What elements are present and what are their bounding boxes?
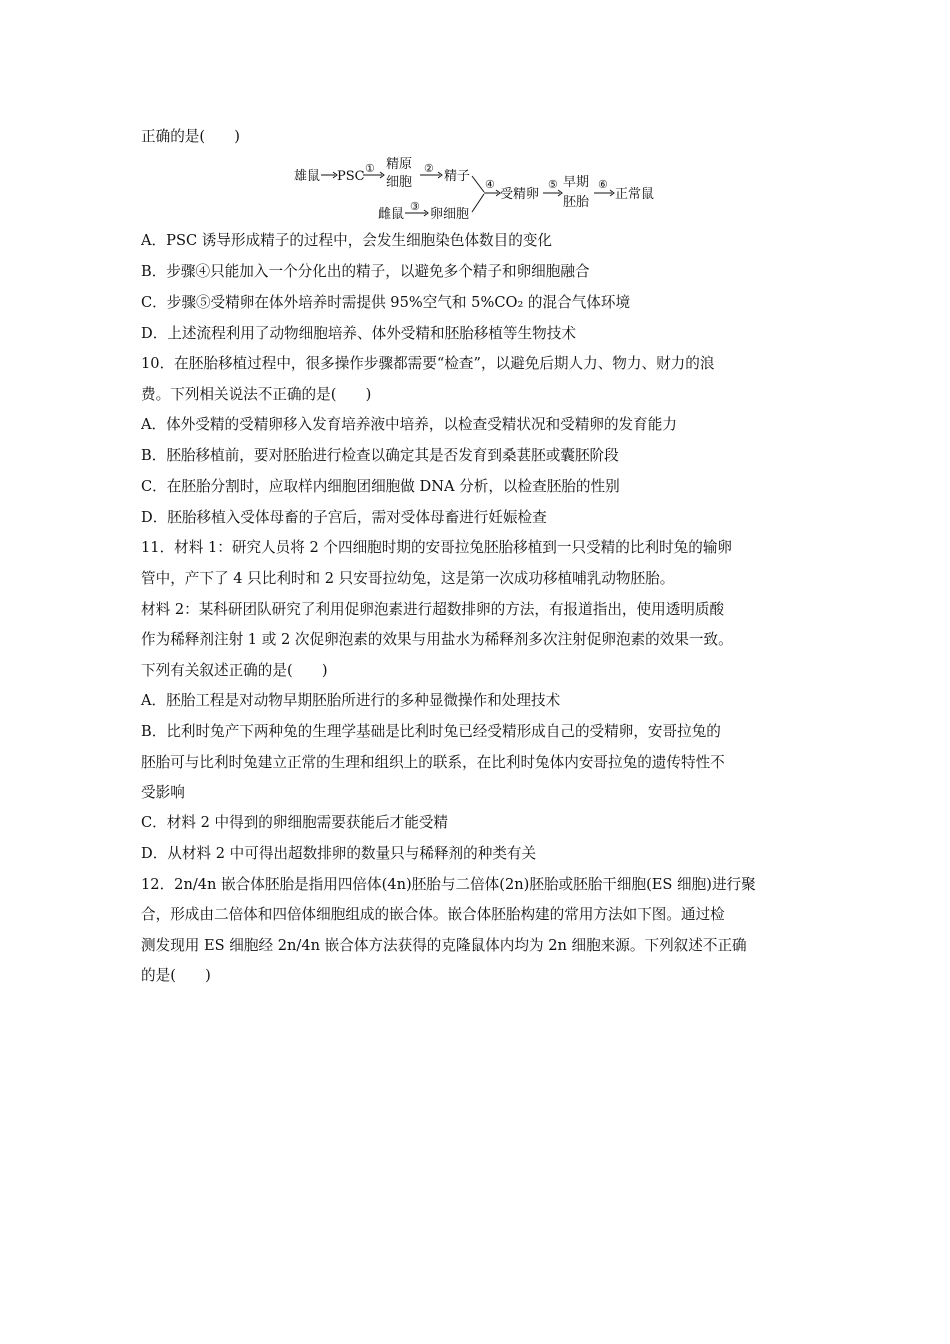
psc-label: PSC: [337, 169, 365, 184]
text-line: D．从材料 2 中可得出超数排卵的数量只与稀释剂的种类有关: [141, 845, 537, 862]
early-embryo-label-2: 胚胎: [563, 195, 590, 210]
text-line: 作为稀释剂注射 1 或 2 次促卵泡素的效果与用盐水为稀释剂多次注射促卵泡素的效果一致。: [141, 631, 733, 648]
text-line: 费。下列相关说法不正确的是( ): [141, 386, 372, 403]
egg-cell-label: 卵细胞: [430, 207, 470, 222]
normal-mouse-label: 正常鼠: [615, 187, 655, 202]
male-mouse-label: 雄鼠: [294, 169, 321, 184]
text-line: 受影响: [141, 784, 185, 801]
text-line: 测发现用 ES 细胞经 2n/4n 嵌合体方法获得的克隆鼠体内均为 2n 细胞来源。下列叙述不正确: [141, 937, 747, 954]
step6-label: ⑥: [598, 178, 608, 191]
spermatogonia-label-1: 精原: [386, 157, 413, 172]
text-line: C．材料 2 中得到的卵细胞需要获能后才能受精: [141, 814, 449, 831]
text-line: D．胚胎移植入受体母畜的子宫后，需对受体母畜进行妊娠检查: [141, 509, 547, 526]
female-mouse-label: 雌鼠: [378, 207, 405, 222]
text-line: 的是( ): [141, 967, 211, 984]
sperm-label: 精子: [444, 169, 471, 184]
text-line: B．步骤④只能加入一个分化出的精子，以避免多个精子和卵细胞融合: [141, 263, 590, 280]
step3-label: ③: [410, 200, 420, 213]
step1-label: ①: [365, 162, 375, 175]
text-line: C．步骤⑤受精卵在体外培养时需提供 95%空气和 5%CO₂ 的混合气体环境: [141, 294, 631, 311]
early-embryo-label-1: 早期: [563, 175, 590, 190]
text-line: A．体外受精的受精卵移入发育培养液中培养，以检查受精状况和受精卵的发育能力: [141, 416, 677, 433]
step2-label: ②: [424, 162, 434, 175]
text-line: 材料 2：某科研团队研究了利用促卵泡素进行超数排卵的方法，有报道指出，使用透明质酸: [141, 601, 725, 618]
text-line: 下列有关叙述正确的是( ): [141, 662, 328, 679]
text-line: B．比利时兔产下两种兔的生理学基础是比利时兔已经受精形成自己的受精卵，安哥拉兔的: [141, 723, 721, 740]
text-line: 10．在胚胎移植过程中，很多操作步骤都需要“检查”，以避免后期人力、物力、财力的浪: [141, 355, 715, 372]
sperm-egg-flow-diagram: [280, 152, 680, 226]
text-line: 胚胎可与比利时兔建立正常的生理和组织上的联系，在比利时兔体内安哥拉兔的遗传特性不: [141, 754, 725, 771]
text-line: C．在胚胎分割时，应取样内细胞团细胞做 DNA 分析，以检查胚胎的性别: [141, 478, 620, 495]
text-line: D．上述流程利用了动物细胞培养、体外受精和胚胎移植等生物技术: [141, 325, 576, 342]
text-line: A．PSC 诱导形成精子的过程中，会发生细胞染色体数目的变化: [141, 232, 553, 249]
text-line: 管中，产下了 4 只比利时和 2 只安哥拉幼兔，这是第一次成功移植哺乳动物胚胎。: [141, 570, 675, 587]
zygote-label: 受精卵: [500, 187, 540, 202]
text-line: B．胚胎移植前，要对胚胎进行检查以确定其是否发育到桑葚胚或囊胚阶段: [141, 447, 619, 464]
text-line: 合，形成由二倍体和四倍体细胞组成的嵌合体。嵌合体胚胎构建的常用方法如下图。通过检: [141, 906, 725, 923]
text-line: 12．2n/4n 嵌合体胚胎是指用四倍体(4n)胚胎与二倍体(2n)胚胎或胚胎干细胞(ES 细胞)进行聚: [141, 876, 756, 893]
text-line: 正确的是( ): [141, 128, 240, 145]
step5-label: ⑤: [548, 178, 558, 191]
text-line: 11．材料 1：研究人员将 2 个四细胞时期的安哥拉兔胚胎移植到一只受精的比利时兔的输卵: [141, 539, 733, 556]
spermatogonia-label-2: 细胞: [386, 175, 413, 190]
text-line: A．胚胎工程是对动物早期胚胎所进行的多种显微操作和处理技术: [141, 692, 561, 709]
step4-label: ④: [485, 178, 495, 191]
